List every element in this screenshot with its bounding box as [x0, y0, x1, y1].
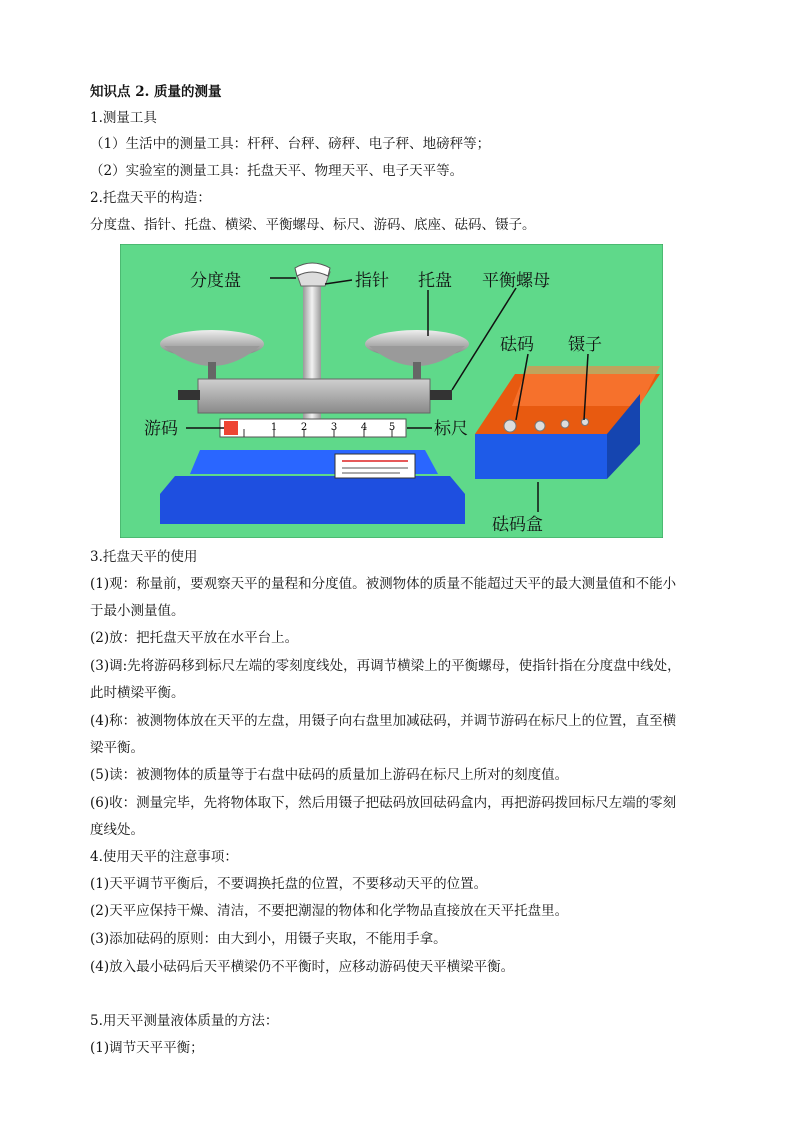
weight-smaller — [582, 419, 589, 426]
base — [160, 476, 465, 524]
weight-small — [561, 420, 569, 428]
label-rider: 游码 — [144, 419, 178, 439]
s3-p1a: (1)观：称量前，要观察天平的量程和分度值。被测物体的质量不能超过天平的最大测量值和不能小 — [90, 576, 677, 592]
s3-p4b: 梁平衡。 — [90, 740, 144, 756]
s3-p3b: 此时横梁平衡。 — [90, 685, 185, 701]
s3-p4a: (4)称：被测物体放在天平的左盘，用镊子向右盘里加减砝码，并调节游码在标尺上的位置，直至横 — [90, 713, 677, 729]
label-box: 砝码盒 — [492, 515, 543, 535]
weight-medium — [535, 421, 545, 431]
tick-5: 5 — [388, 422, 396, 433]
s5-heading: 5.用天平测量液体质量的方法： — [90, 1013, 279, 1029]
s3-p1b: 于最小测量值。 — [90, 603, 185, 619]
label-pan: 托盘 — [418, 271, 452, 291]
label-scale: 标尺 — [434, 419, 468, 439]
rider — [224, 421, 238, 435]
tick-1: 1 — [270, 422, 278, 433]
s1-line1: （1）生活中的测量工具：杆秤、台秤、磅秤、电子秤、地磅秤等； — [90, 136, 491, 152]
s3-heading: 3.托盘天平的使用 — [90, 549, 198, 565]
weight-box — [475, 434, 607, 479]
label-weights: 砝码 — [500, 335, 534, 355]
s3-p6a: (6)收：测量完毕，先将物体取下，然后用镊子把砝码放回砝码盒内，再把游码拨回标尺左端的零刻 — [90, 795, 677, 811]
s4-n2: (2)天平应保持干燥、清洁，不要把潮湿的物体和化学物品直接放在天平托盘里。 — [90, 903, 569, 919]
s3-p5: (5)读：被测物体的质量等于右盘中砝码的质量加上游码在标尺上所对的刻度值。 — [90, 767, 569, 783]
s1-heading: 1.测量工具 — [90, 110, 157, 126]
left-nut — [178, 390, 200, 400]
s3-p3a: (3)调:先将游码移到标尺左端的零刻度线处，再调节横梁上的平衡螺母，使指针指在分度盘中线处， — [90, 658, 681, 674]
scale-bar — [220, 419, 406, 437]
s2-parts: 分度盘、指针、托盘、横梁、平衡螺母、标尺、游码、底座、砝码、镊子。 — [90, 217, 536, 233]
s4-n3: (3)添加砝码的原则：由大到小，用镊子夹取，不能用手拿。 — [90, 931, 447, 947]
s4-n1: (1)天平调节平衡后，不要调换托盘的位置，不要移动天平的位置。 — [90, 876, 488, 892]
weight-large — [504, 420, 516, 432]
right-nut — [430, 390, 452, 400]
s4-n4: (4)放入最小砝码后天平横梁仍不平衡时，应移动游码使天平横梁平衡。 — [90, 959, 515, 975]
s5-l1: (1)调节天平平衡； — [90, 1040, 204, 1056]
tick-4: 4 — [360, 422, 368, 433]
label-dial: 分度盘 — [190, 271, 241, 291]
s4-heading: 4.使用天平的注意事项： — [90, 849, 238, 865]
nameplate — [335, 454, 415, 478]
tick-3: 3 — [330, 422, 338, 433]
section-title: 知识点 2. 质量的测量 — [90, 84, 222, 100]
balance-diagram — [120, 244, 663, 538]
s1-line2: （2）实验室的测量工具：托盘天平、物理天平、电子天平等。 — [90, 163, 464, 179]
s3-p2: (2)放：把托盘天平放在水平台上。 — [90, 630, 299, 646]
beam — [198, 379, 430, 413]
tick-2: 2 — [300, 422, 308, 433]
label-pointer: 指针 — [355, 271, 389, 291]
s2-heading: 2.托盘天平的构造： — [90, 190, 211, 206]
label-nut: 平衡螺母 — [482, 271, 550, 291]
s3-p6b: 度线处。 — [90, 822, 144, 838]
label-tweezers: 镊子 — [568, 335, 602, 355]
